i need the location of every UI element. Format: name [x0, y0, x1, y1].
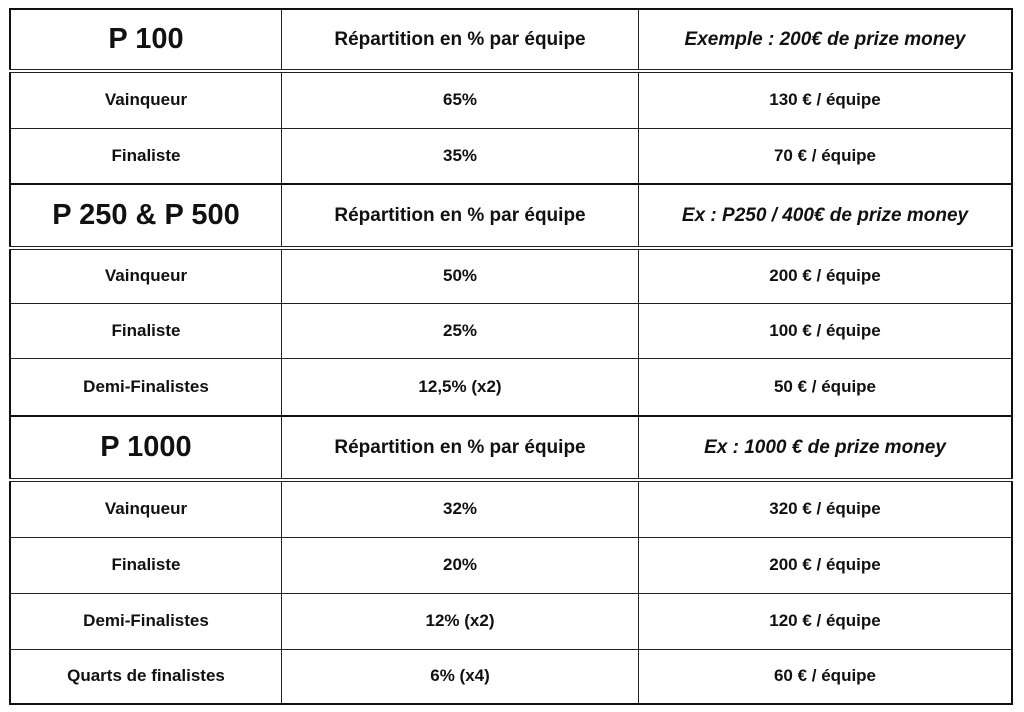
table-row: [10, 358, 1012, 416]
percent-header: Répartition en % par équipe: [282, 9, 639, 71]
percent-header: Répartition en % par équipe: [282, 416, 639, 480]
table-row: [10, 71, 1012, 128]
place-cell: Vainqueur: [10, 480, 282, 537]
place-cell: Finaliste: [10, 537, 282, 593]
section-header-p100: [10, 9, 1012, 71]
amount-cell: 60 € / équipe: [639, 649, 1013, 704]
place-cell: Quarts de finalistes: [10, 649, 282, 704]
section-title: P 1000: [10, 416, 282, 480]
section-title: P 100: [10, 9, 282, 71]
amount-cell: 70 € / équipe: [639, 128, 1013, 184]
amount-cell: 200 € / équipe: [639, 248, 1013, 303]
amount-cell: 200 € / équipe: [639, 537, 1013, 593]
amount-cell: 130 € / équipe: [639, 71, 1013, 128]
percent-header: Répartition en % par équipe: [282, 184, 639, 248]
amount-cell: 320 € / équipe: [639, 480, 1013, 537]
section-title: P 250 & P 500: [10, 184, 282, 248]
table-row: [10, 593, 1012, 649]
place-cell: Vainqueur: [10, 71, 282, 128]
section-header-p250-p500: [10, 184, 1012, 248]
amount-cell: 100 € / équipe: [639, 303, 1013, 358]
percent-cell: 25%: [282, 303, 639, 358]
percent-cell: 32%: [282, 480, 639, 537]
prize-money-table: [9, 8, 1013, 705]
table-row: [10, 248, 1012, 303]
example-header: Exemple : 200€ de prize money: [639, 9, 1013, 71]
percent-cell: 65%: [282, 71, 639, 128]
place-cell: Demi-Finalistes: [10, 593, 282, 649]
place-cell: Vainqueur: [10, 248, 282, 303]
example-header: Ex : 1000 € de prize money: [639, 416, 1013, 480]
percent-cell: 50%: [282, 248, 639, 303]
place-cell: Demi-Finalistes: [10, 358, 282, 416]
table-row: [10, 128, 1012, 184]
percent-cell: 12,5% (x2): [282, 358, 639, 416]
section-header-p1000: [10, 416, 1012, 480]
table-row: [10, 303, 1012, 358]
percent-cell: 12% (x2): [282, 593, 639, 649]
percent-cell: 20%: [282, 537, 639, 593]
table-row: [10, 649, 1012, 704]
place-cell: Finaliste: [10, 303, 282, 358]
percent-cell: 35%: [282, 128, 639, 184]
example-header: Ex : P250 / 400€ de prize money: [639, 184, 1013, 248]
percent-cell: 6% (x4): [282, 649, 639, 704]
amount-cell: 120 € / équipe: [639, 593, 1013, 649]
amount-cell: 50 € / équipe: [639, 358, 1013, 416]
place-cell: Finaliste: [10, 128, 282, 184]
table-row: [10, 537, 1012, 593]
table-row: [10, 480, 1012, 537]
